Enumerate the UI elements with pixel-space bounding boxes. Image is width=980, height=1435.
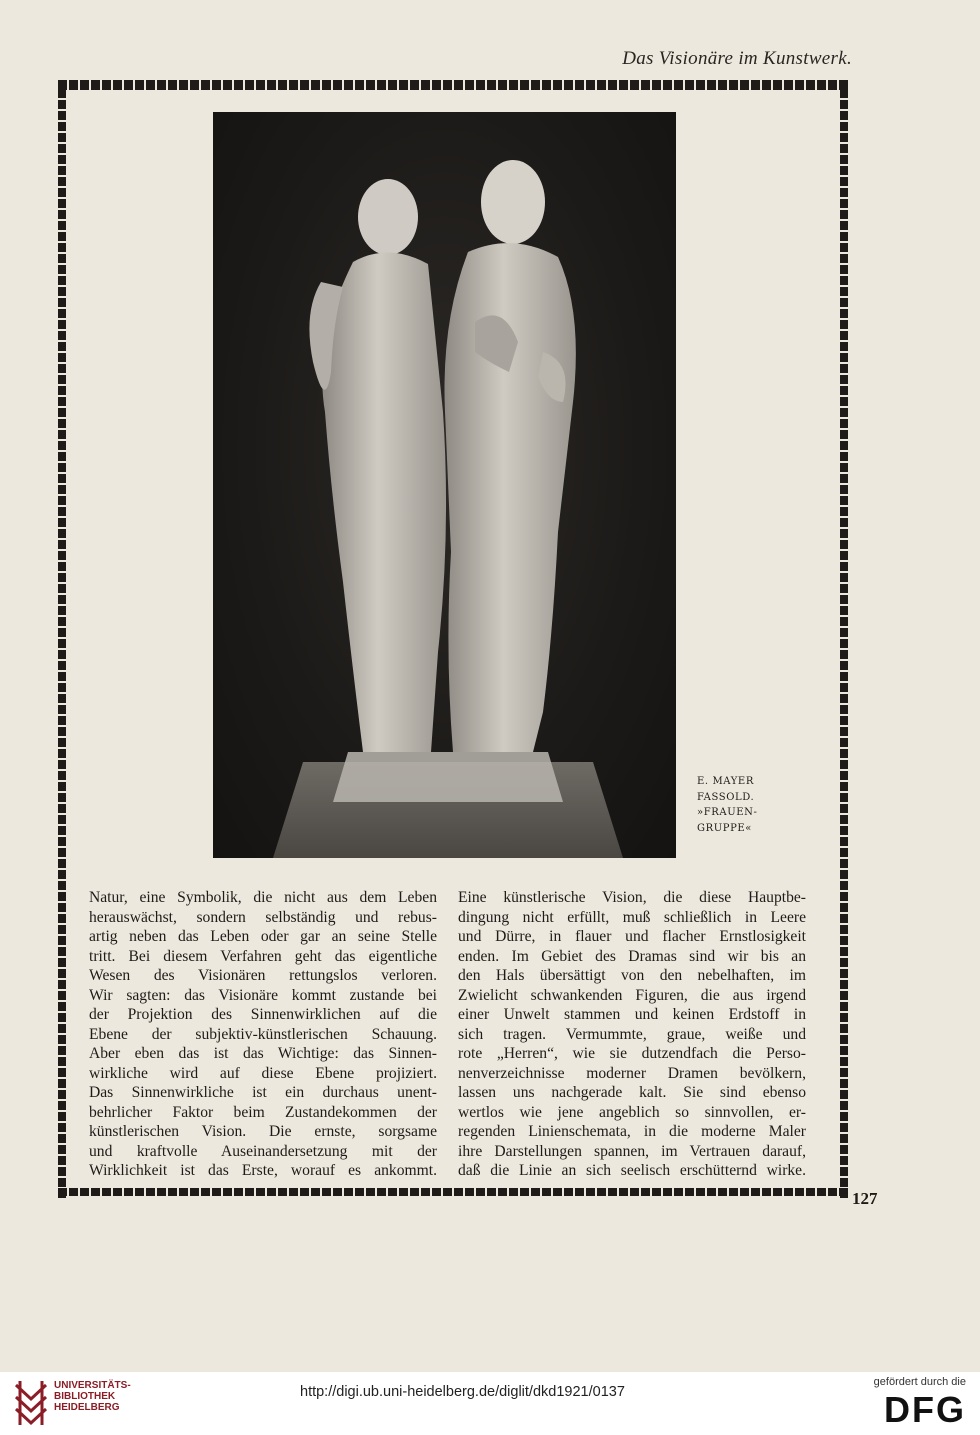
text-line: nenverzeichnisse moderner Dramen bevölkern, — [458, 1064, 806, 1082]
digitization-footer — [0, 1372, 980, 1435]
text-line: sich tragen. Vermummte, graue, weiße und — [458, 1025, 806, 1043]
text-line: enden. Im Gebiet des Dramas sind wir bis an — [458, 947, 806, 965]
frame-left-border — [58, 80, 66, 1198]
text-line: Wesen des Visionären rettungslos verloren. — [89, 967, 437, 984]
dfg-logo[interactable]: DFG — [884, 1389, 966, 1430]
text-line: Zwielicht schwankenden Figuren, die aus irgend — [458, 986, 806, 1004]
text-line: herauswächst, sondern selbständig und rebus- — [89, 908, 437, 926]
caption-line: E. MAYER — [697, 776, 754, 787]
text-line: und kraftvolle Auseinandersetzung mit der — [89, 1142, 437, 1160]
library-name[interactable] — [54, 1380, 131, 1413]
text-line: tritt. Bei diesem Verfahren geht das eigentliche — [89, 947, 437, 965]
frame-bottom-border — [58, 1188, 848, 1196]
text-column-right — [458, 888, 806, 1181]
library-name-line: BIBLIOTHEK — [54, 1391, 116, 1402]
library-name-line: UNIVERSITÄTS- — [54, 1380, 131, 1391]
text-line: und Dürre, in flauer und flacher Ernstlosigkeit — [458, 928, 806, 945]
sculpture-illustration — [213, 112, 676, 858]
text-line: wertlos wie jene angeblich so sinnvollen, er- — [458, 1103, 806, 1121]
text-line: wirkliche wird auf diese Ebene projiziert. — [89, 1064, 437, 1082]
running-head: Das Visionäre im Kunstwerk. — [622, 48, 852, 69]
funded-by-label: gefördert durch die — [873, 1376, 966, 1388]
text-line: Aber eben das ist das Wichtige: das Sinnen- — [89, 1045, 437, 1062]
text-line: der Projektion des Sinnenwirklichen auf die — [89, 1006, 437, 1023]
frame-top-dashed — [58, 80, 848, 88]
text-line: Ebene der subjektiv-künstlerischen Schauung. — [89, 1025, 437, 1043]
text-line: Eine künstlerische Vision, die diese Hauptbe- — [458, 889, 806, 906]
caption-line: GRUPPE« — [697, 822, 753, 834]
caption-line: FASSOLD. — [697, 791, 755, 803]
text-line: artig neben das Leben oder gar an seine Stelle — [89, 928, 437, 945]
plate-caption — [697, 774, 757, 836]
text-line: Wir sagten: das Visionäre kommt zustande bei — [89, 986, 437, 1004]
university-library-logo-icon[interactable] — [12, 1377, 50, 1429]
text-line: künstlerischen Vision. Die ernste, sorgsame — [89, 1123, 437, 1140]
page-number: 127 — [852, 1189, 878, 1208]
text-line: Das Sinnenwirkliche ist ein durchaus unent- — [89, 1084, 437, 1101]
text-line: ihre Darstellungen spannen, im Vertrauen darauf, — [458, 1142, 806, 1160]
text-line: lassen uns nachgerade kalt. Sie sind ebenso — [458, 1084, 806, 1101]
text-line: rote „Herren“, wie sie dutzendfach die Perso- — [458, 1045, 806, 1062]
frame-top-dashes — [58, 88, 848, 90]
text-line: dingung nicht erfüllt, muß schließlich in Leere — [458, 908, 806, 926]
text-line: behrlicher Faktor beim Zustandekommen der — [89, 1103, 437, 1121]
text-column-left — [89, 888, 437, 1181]
text-line: einer Unwelt stammen und keinen Erdstoff in — [458, 1006, 806, 1023]
text-line: Natur, eine Symbolik, die nicht aus dem Leben — [89, 889, 437, 906]
frame-right-border — [840, 80, 848, 1198]
text-line: regenden Linienschemata, in die moderne Maler — [458, 1123, 806, 1140]
text-line: Wirklichkeit ist das Erste, worauf es ankommt. — [89, 1162, 437, 1179]
caption-line: »FRAUEN- — [697, 807, 758, 818]
text-line: daß die Linie an sich seelisch erschütternd wirke. — [458, 1162, 806, 1179]
text-line: den Hals übersättigt von den nebelhaften, im — [458, 967, 806, 984]
library-name-line: HEIDELBERG — [54, 1402, 120, 1413]
permalink-url[interactable]: http://digi.ub.uni-heidelberg.de/diglit/dkd1921/0137 — [300, 1384, 625, 1400]
sculpture-photo — [213, 112, 676, 858]
